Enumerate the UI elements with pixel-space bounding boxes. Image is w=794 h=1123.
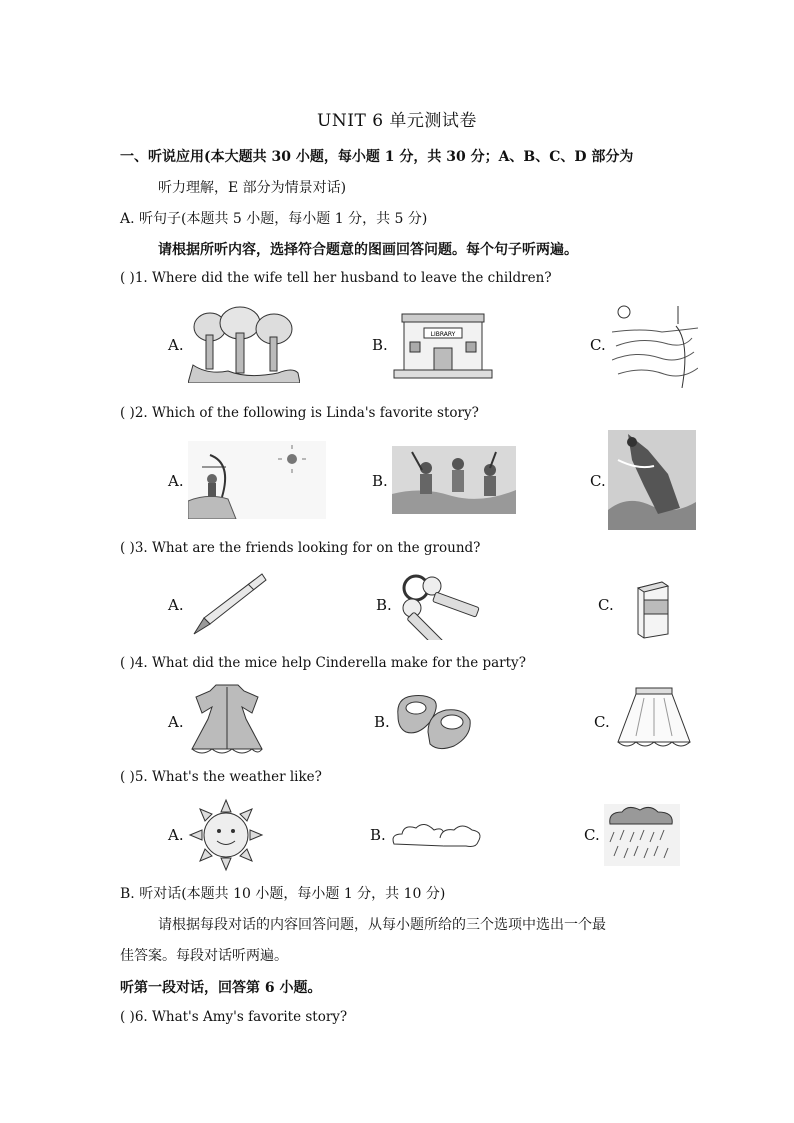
option-c[interactable]: C. [598, 596, 614, 614]
library-picture [392, 308, 494, 380]
option-a[interactable]: A. [168, 596, 184, 614]
dress-picture [188, 683, 266, 757]
question-1 [120, 270, 552, 286]
question-text: 3. What are the friends looking for on the ground? [134, 540, 481, 556]
answer-blank[interactable]: ( ) [120, 270, 135, 286]
dialogue-1-heading: 听第一段对话，回答第 6 小题。 [120, 980, 322, 996]
answer-blank[interactable]: ( ) [120, 655, 135, 671]
eraser-picture [632, 578, 672, 640]
question-text: 2. Which of the following is Linda's favorite story? [134, 405, 479, 421]
question-2 [120, 405, 479, 421]
question-text: 1. Where did the wife tell her husband to leave the children? [134, 270, 552, 286]
sun-picture [188, 798, 264, 872]
question-3 [120, 540, 480, 556]
answer-blank[interactable]: ( ) [120, 405, 135, 421]
option-a[interactable]: A. [168, 713, 184, 731]
part-a-instruction: 请根据所听内容，选择符合题意的图画回答问题。每个句子听两遍。 [158, 242, 578, 258]
pen-picture [188, 570, 268, 636]
option-c[interactable]: C. [590, 336, 606, 354]
keys-picture [396, 572, 486, 640]
option-a[interactable]: A. [168, 826, 184, 844]
river-picture [612, 302, 698, 388]
trees-picture [188, 305, 300, 383]
cloud-picture [388, 818, 484, 852]
flying-lady-picture [608, 430, 696, 530]
question-text: 5. What's the weather like? [134, 769, 322, 785]
option-b[interactable]: B. [372, 336, 388, 354]
option-c[interactable]: C. [594, 713, 610, 731]
skirt-picture [614, 686, 694, 752]
option-b[interactable]: B. [376, 596, 392, 614]
question-text: 6. What's Amy's favorite story? [134, 1009, 348, 1025]
option-c[interactable]: C. [590, 472, 606, 490]
shoes-picture [394, 686, 474, 752]
part-b-instruction-cont: 佳答案。每段对话听两遍。 [120, 948, 288, 964]
section-heading: 一、听说应用(本大题共 30 小题，每小题 1 分，共 30 分；A、B、C、D 部分为 [120, 149, 634, 165]
question-4 [120, 655, 526, 671]
part-b-heading: B. 听对话(本题共 10 小题，每小题 1 分，共 10 分) [120, 886, 446, 902]
question-6 [120, 1009, 347, 1025]
option-a[interactable]: A. [168, 336, 184, 354]
rain-picture [604, 804, 680, 866]
option-b[interactable]: B. [372, 472, 388, 490]
question-text: 4. What did the mice help Cinderella make for the party? [134, 655, 526, 671]
part-a-heading: A. 听句子(本题共 5 小题，每小题 1 分，共 5 分) [120, 211, 428, 227]
option-b[interactable]: B. [374, 713, 390, 731]
question-5 [120, 769, 322, 785]
archer-picture [188, 441, 326, 519]
option-c[interactable]: C. [584, 826, 600, 844]
answer-blank[interactable]: ( ) [120, 540, 135, 556]
fighters-picture [392, 446, 516, 514]
option-a[interactable]: A. [168, 472, 184, 490]
library-sign: LIBRARY [430, 331, 456, 338]
option-b[interactable]: B. [370, 826, 386, 844]
answer-blank[interactable]: ( ) [120, 1009, 135, 1025]
answer-blank[interactable]: ( ) [120, 769, 135, 785]
section-heading-cont: 听力理解，E 部分为情景对话) [158, 180, 347, 196]
page-title: UNIT 6 单元测试卷 [317, 111, 477, 131]
part-b-instruction: 请根据每段对话的内容回答问题，从每小题所给的三个选项中选出一个最 [158, 917, 606, 933]
